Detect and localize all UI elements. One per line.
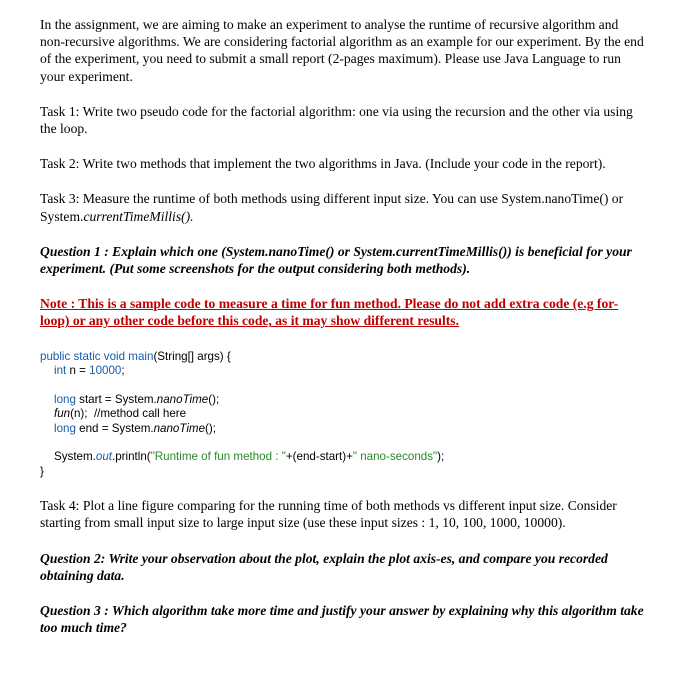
task-4-paragraph: Task 4: Plot a line figure comparing for the running time of both methods vs different input size. Consider starting from small input size to large input size (use these input sizes : 1, 10, 100, 1000, 10000). — [40, 498, 617, 531]
task-1-paragraph: Task 1: Write two pseudo code for the factorial algorithm: one via using the recursion and the other via using the loop. — [40, 103, 633, 137]
task-3-text: Task 3: Measure the runtime of both methods using different input size. You can use System.nanoTime() or System. — [40, 191, 624, 224]
code-italic: nanoTime — [156, 392, 209, 406]
code-text: +(end-start)+ — [285, 450, 353, 464]
code-text: System. — [54, 450, 96, 464]
question-1-paragraph: Question 1 : Explain which one (System.nanoTime() or System.currentTimeMillis()) is beneficial for your experiment. (Put some screenshots for the output considering both methods). — [40, 243, 632, 277]
intro-paragraph: In the assignment, we are aiming to make an experiment to analyse the runtime of recursive algorithm and non-recursive algorithms. We are considering factorial algorithm as an example for our experiment. By the end of the experiment, you need to submit a small report (2-pages maximum). Please use Java Language to run your experiment. — [40, 17, 644, 84]
code-line-end — [40, 422, 645, 436]
task-2-paragraph: Task 2: Write two methods that implement the two algorithms in Java. (Include your code in the report). — [40, 156, 606, 172]
question-3-paragraph: Question 3 : Which algorithm take more time and justify your answer by explaining why this algorithm take too much time? — [40, 603, 644, 636]
task-3-italic: currentTimeMillis(). — [83, 208, 194, 224]
note-paragraph: Note : This is a sample code to measure a time for fun method. Please do not add extra code (e.g for-loop) or any other code before this code, as it may show different results. — [40, 296, 619, 329]
code-line-close: } — [40, 464, 44, 478]
code-text: end = System. — [75, 421, 154, 435]
code-blank-line — [40, 436, 645, 450]
code-text: start = System. — [75, 392, 157, 406]
assignment-document — [40, 16, 645, 636]
code-text: ; — [121, 364, 125, 378]
code-italic: nanoTime — [153, 421, 206, 435]
code-text: .println( — [112, 450, 151, 464]
task-3-paragraph — [40, 190, 645, 224]
code-string: "Runtime of fun method : " — [150, 450, 286, 464]
code-line-main — [40, 350, 645, 364]
code-text: (); — [208, 392, 220, 406]
code-keyword: long — [54, 392, 76, 406]
code-text: (); — [205, 421, 216, 435]
code-field: out — [95, 450, 112, 464]
sample-code-block — [40, 350, 645, 480]
code-keyword: long — [54, 421, 76, 435]
code-text: (String[] args) { — [153, 349, 231, 363]
code-line-println — [40, 450, 645, 464]
question-2-paragraph: Question 2: Write your observation about the plot, explain the plot axis-es, and compare you recorded obtaining data. — [40, 550, 608, 583]
code-method-name: main — [128, 349, 154, 363]
code-string: " nano-seconds" — [352, 450, 438, 464]
code-number: 10000 — [89, 364, 122, 378]
code-line-start — [40, 393, 645, 407]
code-keyword: public static void — [40, 349, 129, 363]
code-line-int — [40, 364, 645, 378]
code-text: (n); //method call here — [70, 407, 187, 421]
code-line-fun — [40, 407, 645, 421]
code-text: ); — [437, 450, 445, 464]
code-text: n = — [66, 364, 90, 378]
code-blank-line — [40, 378, 645, 392]
code-italic: fun — [54, 407, 71, 421]
code-keyword: int — [54, 364, 67, 378]
